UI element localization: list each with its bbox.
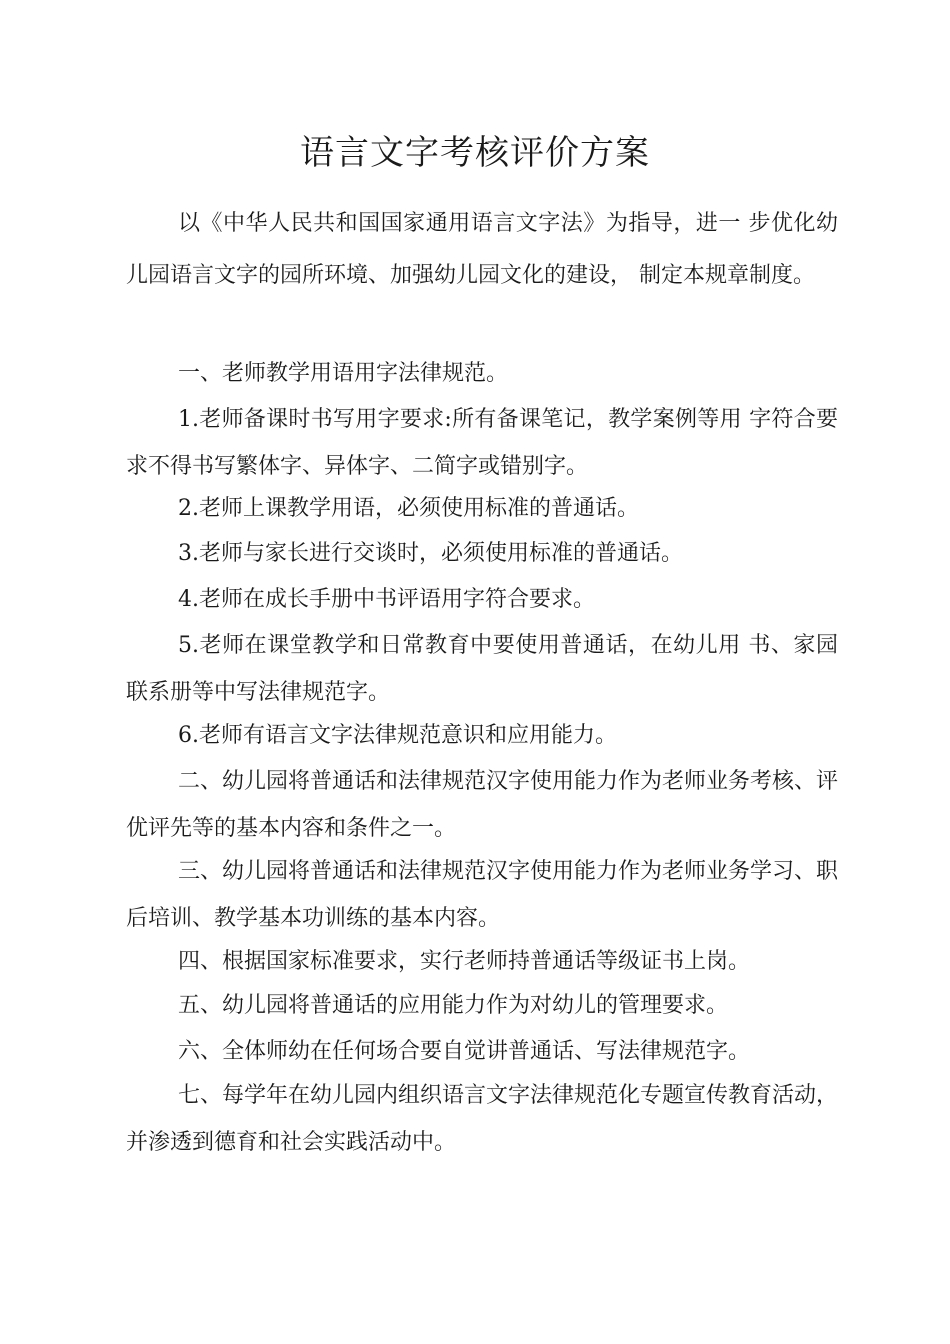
- section-2: 二、幼儿园将普通话和法律规范汉字使用能力作为老师业务考核、评优评先等的基本内容和条件之一。: [126, 769, 839, 841]
- section-5: 五、幼儿园将普通话的应用能力作为对幼儿的管理要求。: [178, 993, 729, 1018]
- section-1-heading: 一、老师教学用语用字法律规范。: [178, 361, 509, 386]
- section-7: 七、每学年在幼儿园内组织语言文字法律规范化专题宣传教育活动，并渗透到德育和社会实践活动中。: [126, 1083, 839, 1155]
- item-6: 6.老师有语言文字法律规范意识和应用能力。: [178, 723, 617, 748]
- item-3: 3.老师与家长进行交谈时，必须使用标准的普通话。: [178, 541, 683, 566]
- item-4: 4.老师在成长手册中书评语用字符合要求。: [178, 587, 595, 612]
- document-title: 语言文字考核评价方案: [300, 133, 650, 173]
- section-6: 六、全体师幼在任何场合要自觉讲普通话、写法律规范字。: [178, 1039, 751, 1064]
- section-3: 三、幼儿园将普通话和法律规范汉字使用能力作为老师业务学习、职后培训、教学基本功训练的基本内容。: [126, 859, 839, 931]
- intro-paragraph: 以《中华人民共和国国家通用语言文字法》为指导，进一 步优化幼儿园语言文字的园所环境、加强幼儿园文化的建设， 制定本规章制度。: [126, 211, 838, 288]
- item-5: 5.老师在课堂教学和日常教育中要使用普通话，在幼儿用 书、家园联系册等中写法律规范字。: [126, 633, 838, 705]
- item-1: 1.老师备课时书写用字要求:所有备课笔记，教学案例等用 字符合要求不得书写繁体字、异体字、二简字或错别字。: [126, 407, 838, 479]
- item-2: 2.老师上课教学用语，必须使用标准的普通话。: [178, 496, 639, 521]
- section-4: 四、根据国家标准要求，实行老师持普通话等级证书上岗。: [178, 949, 751, 974]
